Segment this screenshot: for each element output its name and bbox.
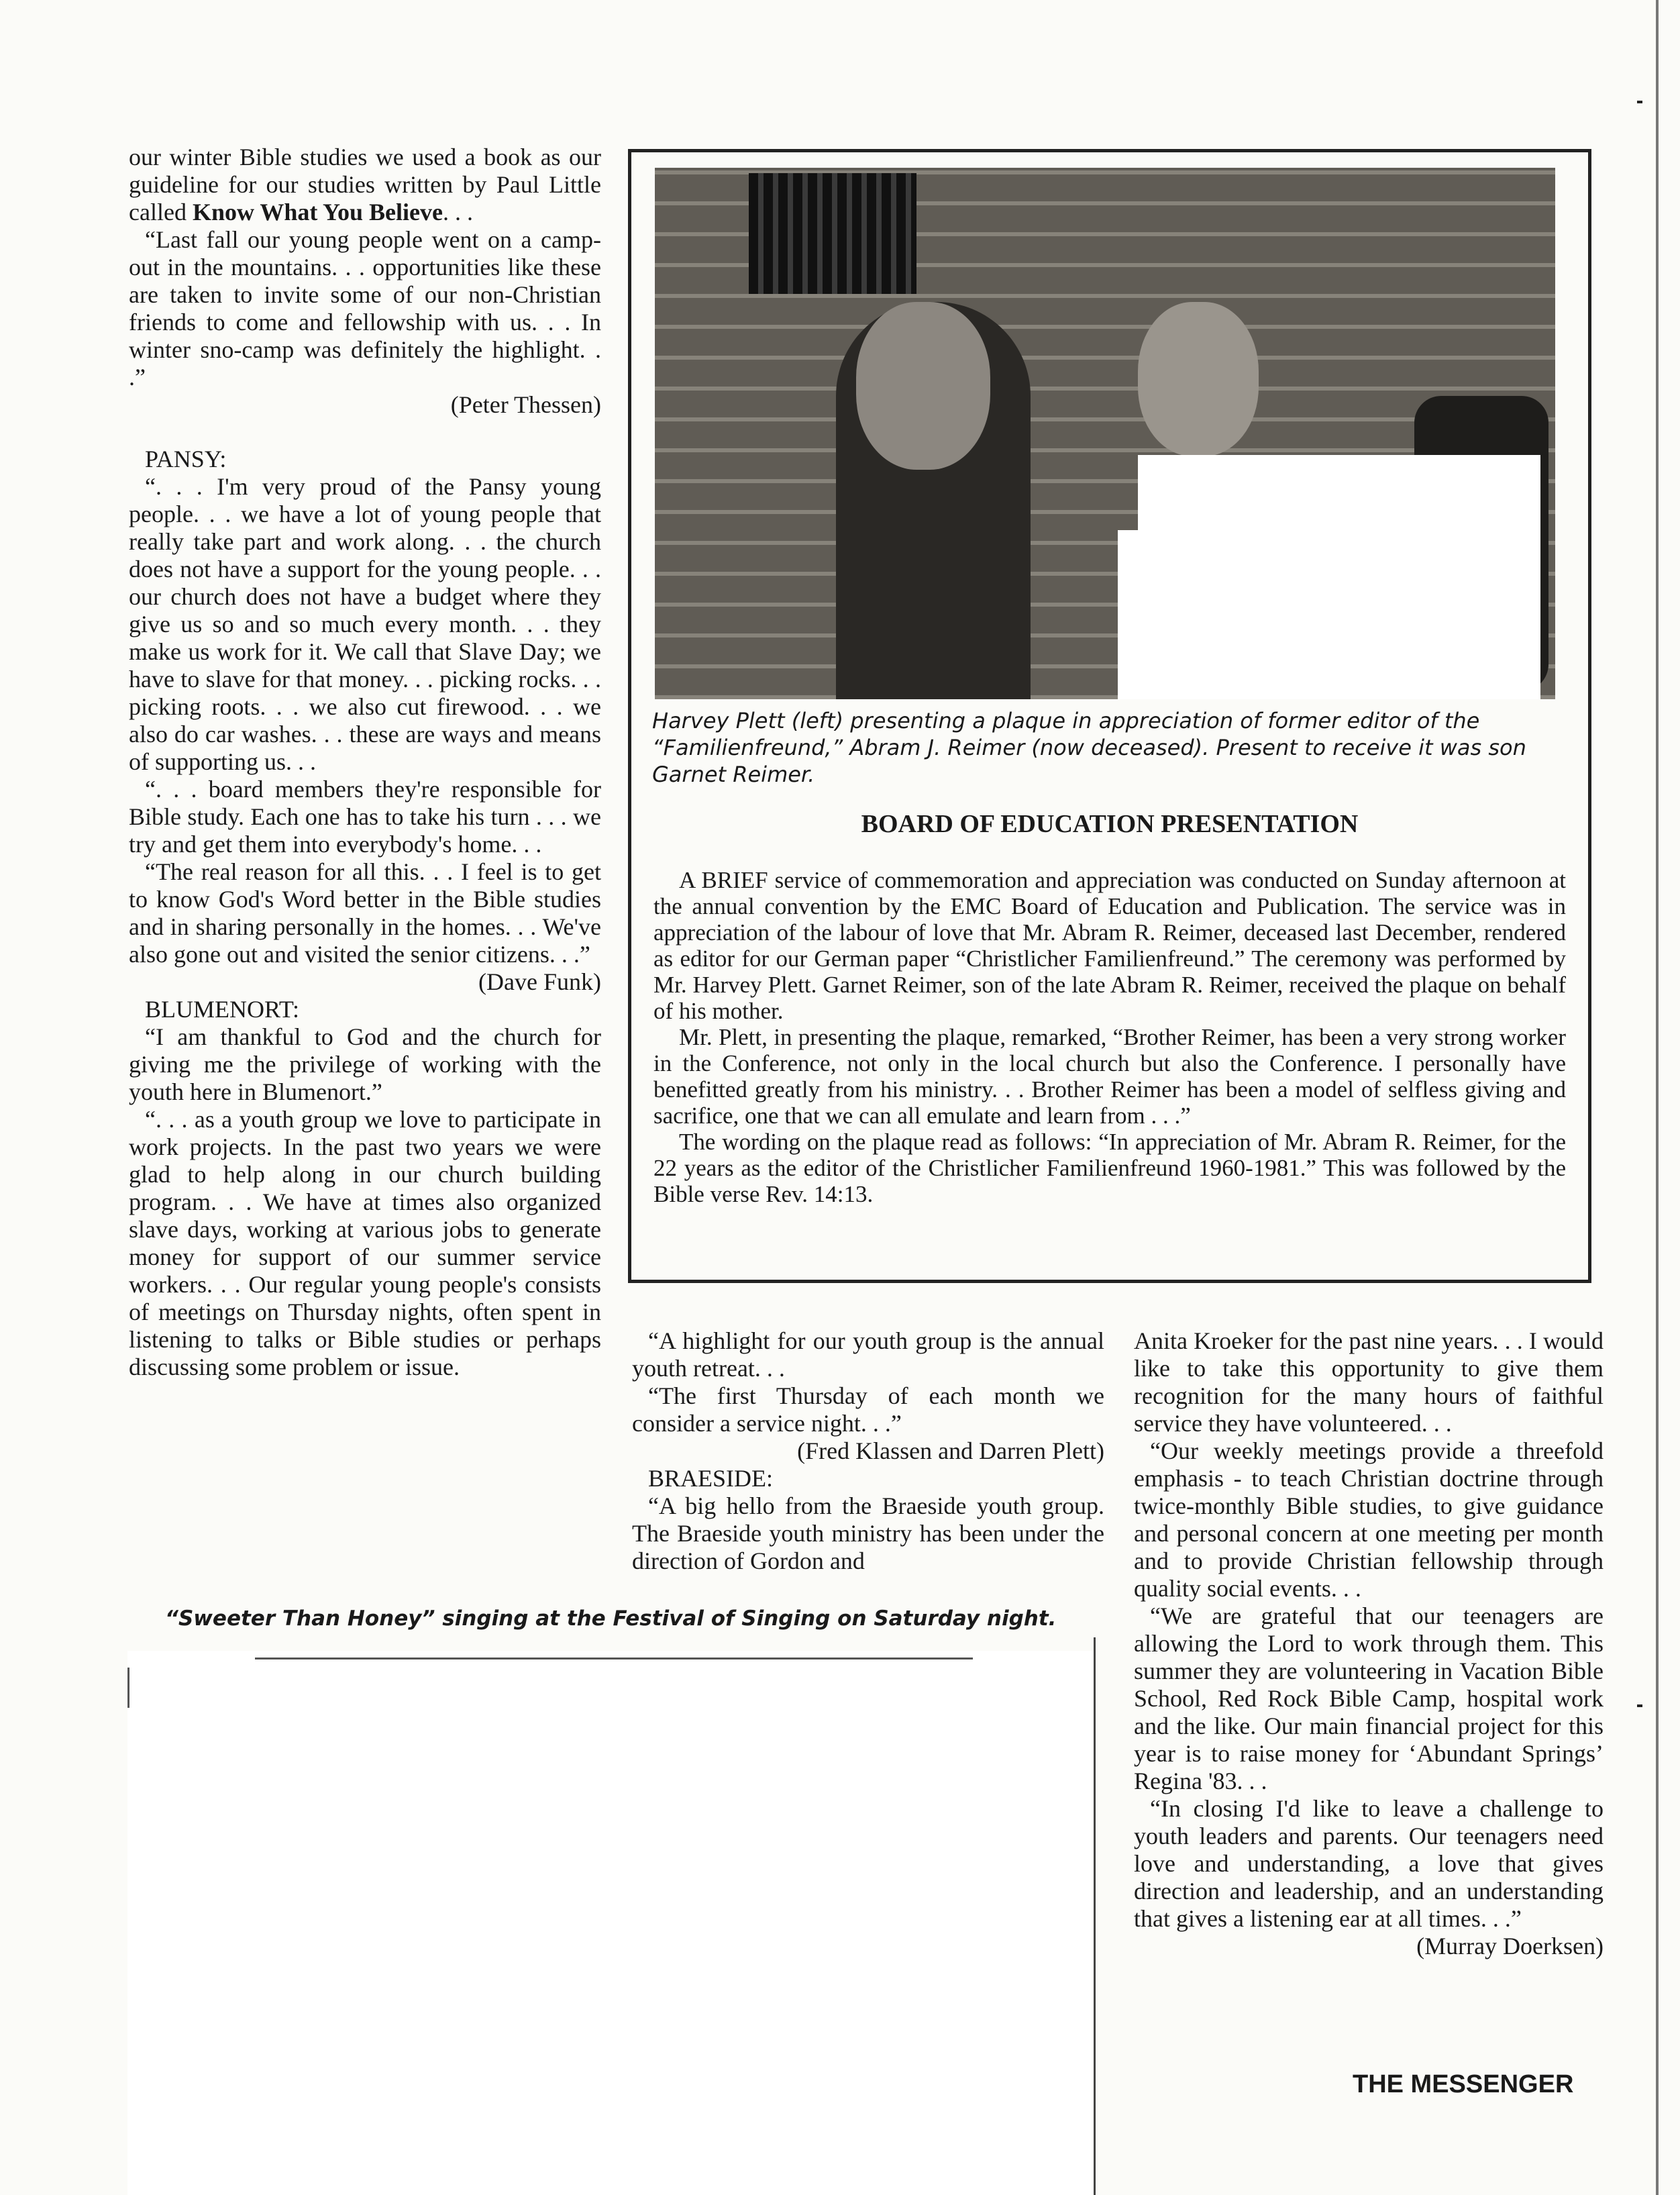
right-column [1134,1327,1604,1960]
middle-column [632,1327,1104,1575]
redacted-area [1393,476,1447,503]
box-paragraph: A BRIEF service of commemoration and appreciation was conducted on Sunday afternoon at the annual convention by the EMC Board of Education and Publication. The service was in appreciation of the labour of love that Mr. Abram R. Reimer, deceased last December, rendered as editor for our German paper “Christlicher Familienfreund.” The ceremony was performed by Mr. Harvey Plett. Garnet Reimer, son of the late Abram R. Reimer, received the plaque on behalf of his mother. [653,867,1566,1024]
article-paragraph: “The real reason for all this. . . I feel is to get to know God's Word better in the Bible studies and in sharing personally in the homes. . . We've also gone out and visited the senior citizens. . .” [129,858,601,968]
article-paragraph: Anita Kroeker for the past nine years. . . I would like to take this opportunity to give them recognition for the many hours of faithful service they have volunteered. . . [1134,1327,1604,1437]
book-title: Know What You Believe [192,199,443,225]
redacted-area [1118,530,1158,699]
photo-top-edge [255,1657,973,1660]
box-title: BOARD OF EDUCATION PRESENTATION [861,810,1359,838]
author-signature: (Fred Klassen and Darren Plett) [797,1437,1104,1464]
photo-placeholder [127,1651,1094,2195]
publication-name: THE MESSENGER [1353,2070,1574,2098]
author-signature: (Murray Doerksen) [1416,1933,1604,1959]
article-paragraph: our winter Bible studies we used a book as our guideline for our studies written by Paul Little called Know What You Believe. . . [129,144,601,225]
left-column [129,144,601,1381]
article-paragraph: “We are grateful that our teenagers are allowing the Lord to work through them. This summer they are volunteering in Vacation Bible School, Red Rock Bible Camp, hospital work and the like. Our main financial project for this year is to raise money for ‘Abundant Springs’ Regina '83. . . [1134,1602,1604,1794]
person-head [1138,302,1259,456]
box-paragraph: The wording on the plaque read as follows: “In appreciation of Mr. Abram R. Reimer, for the 22 years as the editor of the Christlicher Familienfreund 1960-1981.” This was followed by the Bible verse Rev. 14:13. [653,1129,1566,1207]
photo-caption-sweeter-than-honey: “Sweeter Than Honey” singing at the Festival of Singing on Saturday night. [165,1606,1057,1631]
box-paragraph: Mr. Plett, in presenting the plaque, remarked, “Brother Reimer, has been a very strong worker in the Conference, not only in the local church but also the Conference. I personally have benefitted greatly from his ministry. . . Brother Reimer has been a model of selfless giving and sacrifice, one that we can all emulate and learn from . . .” [653,1024,1566,1129]
photo-left-edge [127,1668,129,1708]
article-paragraph: “The first Thursday of each month we consider a service night. . .” [632,1382,1104,1437]
author-signature: (Peter Thessen) [450,391,601,418]
page-edge-right [1656,0,1659,2195]
article-paragraph: “A highlight for our youth group is the annual youth retreat. . . [632,1327,1104,1382]
section-heading-blumenort: BLUMENORT: [145,996,300,1023]
redacted-area [1138,455,1540,699]
article-paragraph: “I am thankful to God and the church for giving me the privilege of working with the youth here in Blumenort.” [129,1023,601,1105]
author-signature: (Dave Funk) [478,968,601,995]
scan-mark [1637,1704,1642,1707]
article-paragraph: “Our weekly meetings provide a threefold emphasis - to teach Christian doctrine through twice-monthly Bible studies, to give guidance and personal concern at one meeting per month and to provide Christian fellowship through quality social events. . . [1134,1437,1604,1602]
article-paragraph: “A big hello from the Braeside youth group. The Braeside youth ministry has been under the direction of Gordon and [632,1492,1104,1574]
photo-caption: Harvey Plett (left) presenting a plaque in appreciation of former editor of the “Familienfreund,” Abram J. Reimer (now deceased). Present to receive it was son Garnet Reimer. [652,708,1526,787]
article-paragraph: “Last fall our young people went on a camp-out in the mountains. . . opportunities like these are taken to invite some of our non-Christian friends to come and fellowship with us. . . In winter sno-camp was definitely the highlight. . .” [129,226,601,391]
scan-mark [1637,101,1642,103]
article-paragraph: “In closing I'd like to leave a challenge to youth leaders and parents. Our teenagers need love and understanding, a love that gives direction and leadership, and an understanding that gives a listening ear at all times. . .” [1134,1795,1604,1932]
article-paragraph: “. . . I'm very proud of the Pansy young people. . . we have a lot of young people that really take part and work along. . . the church does not have a support for the young people. . . our church does not have a budget where they give us so and so much every month. . . they make us work for it. We call that Slave Day; we have to slave for that money. . . picking rocks. . . picking roots. . . we also cut firewood. . . we also do car washes. . . these are ways and means of supporting us. . . [129,473,601,775]
section-heading-pansy: PANSY: [145,446,227,472]
wall-vent [749,173,916,294]
box-body [653,867,1566,1207]
article-paragraph: “. . . as a youth group we love to participate in work projects. In the past two years we were glad to help along in our church building program. . . We have at times also organized slave days, working at various jobs to generate money for support of our summer service workers. . . Our regular young people's consists of meetings on Thursday nights, often spent in listening to talks or Bible studies or perhaps discussing some problem or issue. [129,1106,601,1380]
section-heading-braeside: BRAESIDE: [648,1465,774,1492]
column-divider [1094,1637,1096,2195]
article-paragraph: “. . . board members they're responsible for Bible study. Each one has to take his turn . . . we try and get them into everybody's home. . . [129,776,601,858]
person-head [856,302,990,470]
presentation-photo [655,168,1555,699]
